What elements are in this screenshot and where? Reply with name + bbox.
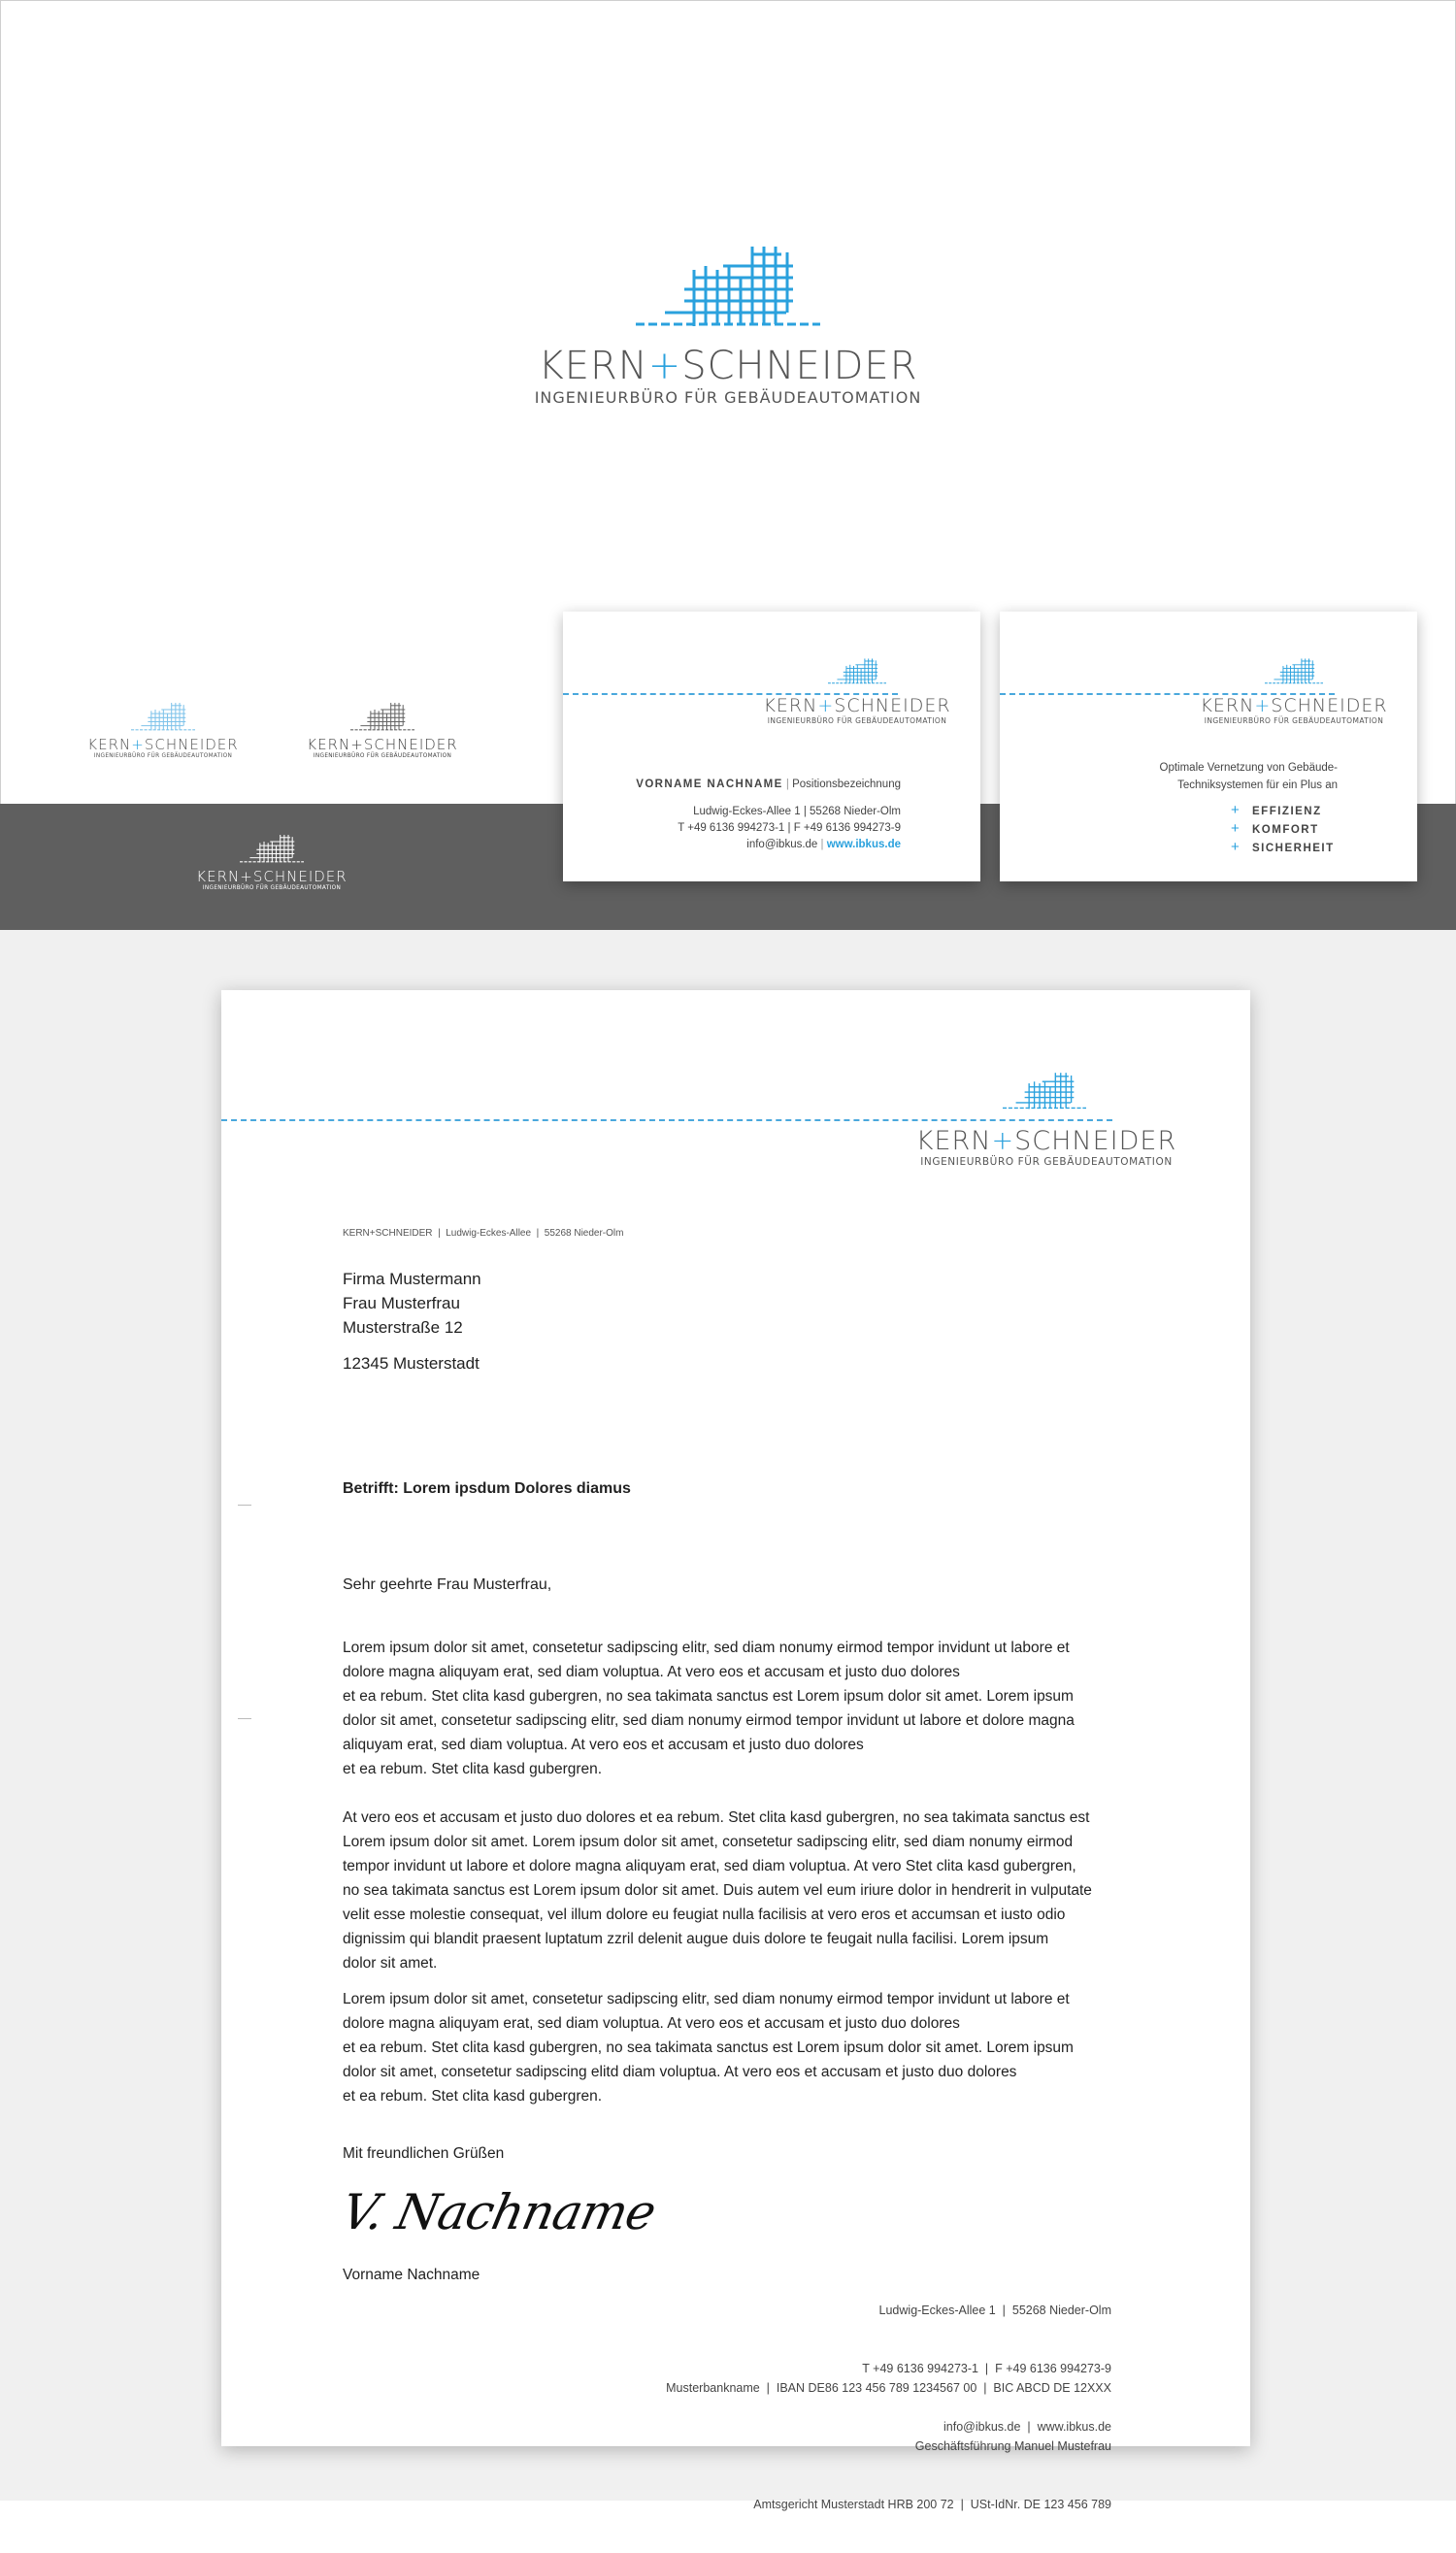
logo-variant-gray: KERN+SCHNEIDER INGENIEURBÜRO FÜR GEBÄUDEAUTOMATION: [305, 701, 460, 759]
footer-contact: Ludwig-Eckes-Allee 1 | 55268 Nieder-Olm T +49 6136 994273-1 | F +49 6136 994273-9 info@ibkus.de | www.ibkus.de: [862, 2304, 1111, 2434]
card-name: VORNAME NACHNAME: [636, 779, 783, 790]
letter-subject: Betrifft: Lorem ipsdum Dolores diamus: [343, 1480, 631, 1497]
building-grid-icon: [350, 701, 414, 736]
building-grid-icon: [636, 243, 820, 340]
building-grid-icon: [828, 650, 886, 695]
signer-name: Vorname Nachname: [343, 2267, 480, 2283]
recipient-address: Firma Mustermann Frau Musterfrau Musterstraße 12 12345 Musterstadt: [343, 1270, 481, 1373]
value-item: + KOMFORT: [1231, 820, 1319, 837]
handwritten-signature: V. Nachname: [336, 2184, 661, 2240]
logo-tagline: INGENIEURBÜRO FÜR GEBÄUDEAUTOMATION: [534, 388, 922, 407]
logo-name-left: KERN: [538, 344, 648, 388]
building-grid-icon: [1003, 1060, 1086, 1126]
logo-name-right: SCHNEIDER: [681, 344, 918, 388]
letter-paragraph: Lorem ipsum dolor sit amet, consetetur sadipscing elitr, sed diam nonumy eirmod tempor invidunt ut labore et dolore magna aliquyam erat, sed diam voluptua. At vero eos et accusam et justo duo dolores et ea rebum. Stet clita kasd gubergren, no sea takimata sanctus est Lorem ipsum dolor sit amet. Lorem ipsum dolor sit amet, consetetur sadipscing elitr, sed diam nonumy eirmod tempor invidunt ut labore et dolore magna aliquyam erat, sed diam voluptua. At vero eos et accusam et justo duo dolores et ea rebum. Stet clita kasd gubergren.: [343, 1640, 1075, 1777]
business-card-front: [563, 612, 980, 881]
card-web[interactable]: www.ibkus.de: [826, 839, 901, 850]
card-name-line: VORNAME NACHNAME | Positionsbezeichnung: [636, 779, 901, 790]
main-logo: [514, 243, 942, 407]
card-slogan: Optimale Vernetzung von Gebäude- Techniksystemen für ein Plus an: [1159, 762, 1338, 791]
card-contact: Ludwig-Eckes-Allee 1 | 55268 Nieder-Olm T +49 6136 994273-1 | F +49 6136 994273-9 info@ibkus.de | www.ibkus.de: [678, 806, 901, 850]
card-email[interactable]: info@ibkus.de: [746, 839, 818, 850]
card-phone: T +49 6136 994273-1 | F +49 6136 994273-9: [678, 822, 901, 834]
building-grid-icon: [1265, 650, 1323, 695]
card-position: Positionsbezeichnung: [792, 779, 901, 790]
letter-paragraph: At vero eos et accusam et justo duo dolores et ea rebum. Stet clita kasd gubergren, no sea takimata sanctus est Lorem ipsum dolor sit amet. Lorem ipsum dolor sit amet, consetetur sadipscing elitr, sed diam nonumy eirmod tempor invidunt ut labore et dolore magna aliquyam erat, sed diam voluptua. At vero Stet clita kasd gubergren, no sea takimata sanctus est Lorem ipsum dolor sit amet. Duis autem vel eum iriure dolor in hendrerit in vulputate velit esse molestie consequat, vel illum dolore eu feugiat nulla facilisis at vero eros et accumsan et iusto odio dignissim qui blandit praesent luptatum zzril delenit augue duis dolore te feugait nulla facilisi. Lorem ipsum dolor sit amet.: [343, 1809, 1092, 1972]
card-values: [1231, 802, 1335, 857]
letter-paragraph: Lorem ipsum dolor sit amet, consetetur sadipscing elitr, sed diam nonumy eirmod tempor invidunt ut labore et dolore magna aliquyam erat, sed diam voluptua. At vero eos et accusam et justo duo dolores et ea rebum. Stet clita kasd gubergren, no sea takimata sanctus est Lorem ipsum dolor sit amet. Lorem ipsum dolor sit amet, consetetur sadipscing elitd diam voluptua. At vero eos et accusam et justo duo dolores et ea rebum. Stet clita kasd gubergren.: [343, 1991, 1074, 2105]
card-logo: KERN+SCHNEIDER INGENIEURBÜRO FÜR GEBÄUDEAUTOMATION: [1192, 650, 1396, 725]
building-grid-icon: [240, 833, 304, 868]
logo-wordmark: [514, 344, 942, 388]
building-grid-icon: [131, 701, 195, 736]
fold-mark: [238, 1505, 251, 1506]
fold-mark: [238, 1718, 251, 1719]
sender-line: KERN+SCHNEIDER | Ludwig-Eckes-Allee | 55268 Nieder-Olm: [343, 1228, 624, 1239]
card-logo: KERN+SCHNEIDER INGENIEURBÜRO FÜR GEBÄUDEAUTOMATION: [755, 650, 959, 725]
letter-logo: KERN+SCHNEIDER INGENIEURBÜRO FÜR GEBÄUDEAUTOMATION: [901, 1060, 1192, 1168]
footer-legal: Musterbankname | IBAN DE86 123 456 789 1234567 00 | BIC ABCD DE 12XXX Geschäftsführung Manuel Mustefrau Amtsgericht Musterstadt HRB 200 72 | USt-IdNr. DE 123 456 789: [666, 2381, 1111, 2511]
logo-variant-white: KERN+SCHNEIDER INGENIEURBÜRO FÜR GEBÄUDEAUTOMATION: [194, 833, 349, 891]
plus-icon: +: [1231, 839, 1240, 855]
value-item: + EFFIZIENZ: [1231, 802, 1322, 818]
letter-salutation: Sehr geehrte Frau Musterfrau,: [343, 1576, 552, 1593]
business-card-back: [1000, 612, 1417, 881]
letterhead-page: [221, 990, 1250, 2511]
plus-icon: +: [1231, 820, 1240, 837]
logo-variant-blue: KERN+SCHNEIDER INGENIEURBÜRO FÜR GEBÄUDEAUTOMATION: [85, 701, 241, 759]
plus-icon: +: [1231, 802, 1240, 818]
logo-plus: +: [647, 344, 682, 388]
card-address: Ludwig-Eckes-Allee 1 | 55268 Nieder-Olm: [693, 806, 901, 817]
value-item: + SICHERHEIT: [1231, 839, 1335, 855]
letter-closing: Mit freundlichen Grüßen: [343, 2145, 505, 2162]
